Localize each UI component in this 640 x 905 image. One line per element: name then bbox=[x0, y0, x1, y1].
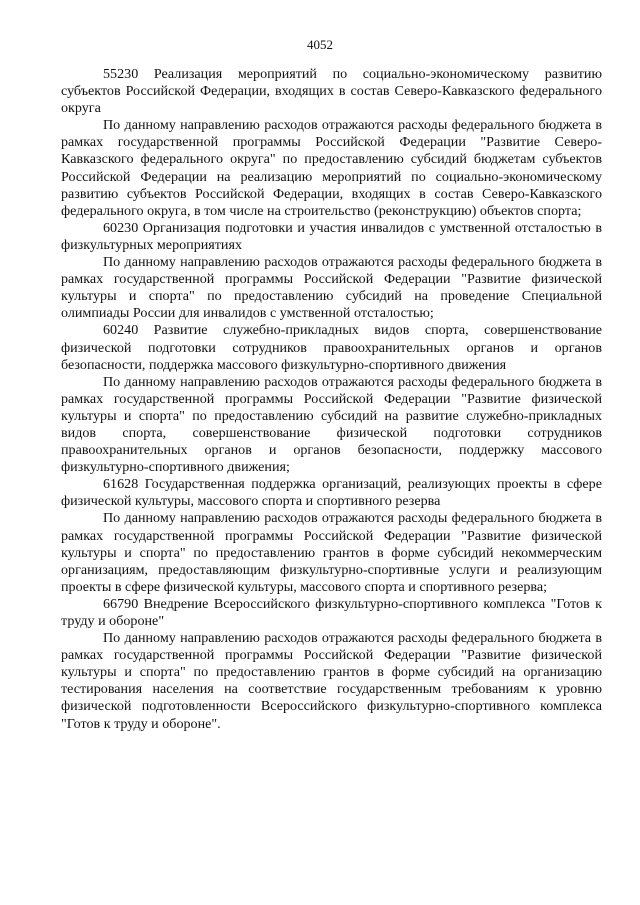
paragraph-60240-description: По данному направлению расходов отражаются расходы федерального бюджета в рамках государственной программы Российской Федерации "Развитие физической культуры и спорта" по предоставлению субсидий на развитие служебно-прикладных видов спорта, совершенствование физической подготовки сотрудников правоохранительных органов и органов безопасности, поддержку массового физкультурно-спортивного движения; bbox=[61, 373, 602, 476]
paragraph-55230-title: 55230 Реализация мероприятий по социально-экономическому развитию субъектов Российской Федерации, входящих в состав Северо-Кавказского федерального округа bbox=[61, 66, 602, 117]
paragraph-60240-title: 60240 Развитие служебно-прикладных видов спорта, совершенствование физической подготовки сотрудников правоохранительных органов и органов безопасности, поддержка массового физкультурно-спортивного движения bbox=[61, 322, 602, 373]
paragraph-66790-description: По данному направлению расходов отражаются расходы федерального бюджета в рамках государственной программы Российской Федерации "Развитие физической культуры и спорта" по предоставлению грантов в форме субсидий на организацию тестирования населения на соответствие государственным требованиям к уровню физической подготовленности Всероссийского физкультурно-спортивного комплекса "Готов к труду и обороне". bbox=[61, 630, 602, 732]
paragraph-61628-title: 61628 Государственная поддержка организаций, реализующих проекты в сфере физической культуры, массового спорта и спортивного резерва bbox=[61, 476, 602, 510]
paragraph-55230-description: По данному направлению расходов отражаются расходы федерального бюджета в рамках государственной программы Российской Федерации "Развитие Северо-Кавказского федерального округа" по предоставлению субсидий бюджетам субъектов Российской Федерации на реализацию мероприятий по социально-экономическому развитию субъектов Российской Федерации, входящих в состав Северо-Кавказского федерального округа, в том числе на строительство (реконструкцию) объектов спорта; bbox=[61, 117, 602, 219]
page-number: 4052 bbox=[307, 37, 333, 52]
document-body bbox=[61, 66, 602, 733]
paragraph-66790-title: 66790 Внедрение Всероссийского физкультурно-спортивного комплекса "Готов к труду и обороне" bbox=[61, 595, 602, 629]
paragraph-60230-description: По данному направлению расходов отражаются расходы федерального бюджета в рамках государственной программы Российской Федерации "Развитие физической культуры и спорта" по предоставлению субсидий на проведение Специальной олимпиады России для инвалидов с умственной отсталостью; bbox=[61, 254, 602, 322]
paragraph-60230-title: 60230 Организация подготовки и участия инвалидов с умственной отсталостью в физкультурных мероприятиях bbox=[61, 219, 602, 253]
paragraph-61628-description: По данному направлению расходов отражаются расходы федерального бюджета в рамках государственной программы Российской Федерации "Развитие физической культуры и спорта" по предоставлению грантов в форме субсидий некоммерческим организациям, предоставляющим физкультурно-спортивные услуги и реализующим проекты в сфере физической культуры, массового спорта и спортивного резерва; bbox=[61, 510, 602, 595]
